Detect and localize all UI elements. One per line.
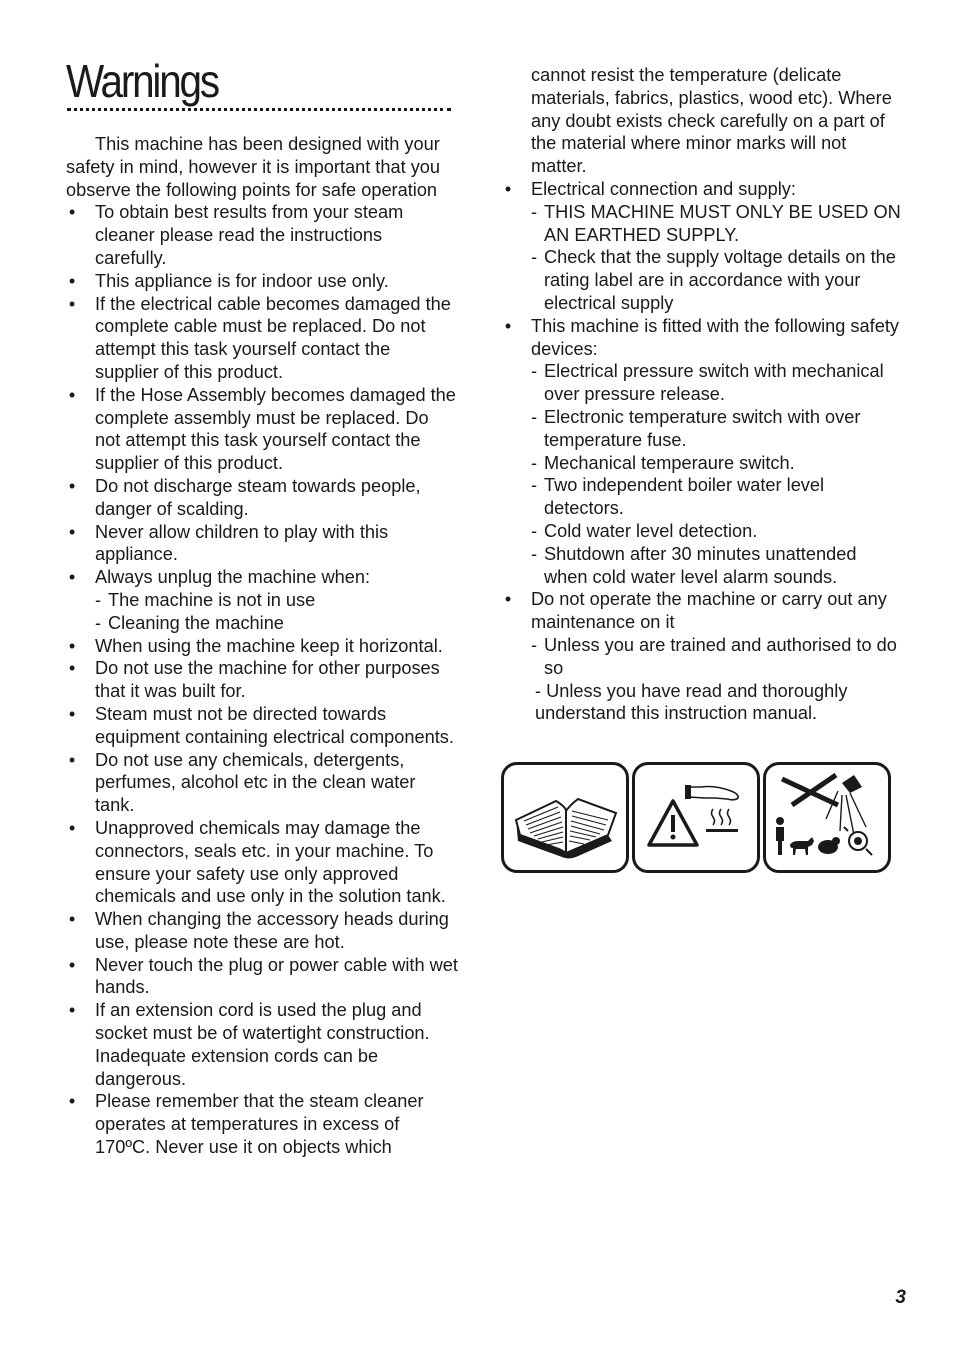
bullet: • <box>68 293 76 314</box>
list-item <box>66 475 458 521</box>
page-number: 3 <box>895 1287 906 1308</box>
item-text: To obtain best results from your steam cleaner please read the instructions carefully. <box>95 202 404 268</box>
sub-item <box>531 360 902 406</box>
dash: - <box>531 634 538 655</box>
dash: - <box>95 612 102 633</box>
page-title: Warnings <box>66 55 218 107</box>
list-item <box>66 703 458 749</box>
item-text: Do not discharge steam towards people, danger of scalding. <box>95 475 421 519</box>
right-column <box>502 64 902 725</box>
dash: - <box>531 543 538 564</box>
item-text: Never allow children to play with this appliance. <box>95 521 389 565</box>
item-text: When changing the accessory heads during use, please note these are hot. <box>95 909 449 952</box>
item-text: This machine is fitted with the following safety devices: <box>531 315 899 359</box>
sub-text: Shutdown after 30 minutes unattended when cold water level alarm sounds. <box>544 543 857 587</box>
warning-list <box>66 201 458 1158</box>
item-text: If an extension cord is used the plug and socket must be of watertight construction. Inadequate extension cords can be dangerous. <box>95 1000 430 1089</box>
bullet: • <box>504 589 512 610</box>
dash: - <box>531 406 538 427</box>
item-text: Do not operate the machine or carry out any maintenance on it <box>531 589 887 633</box>
list-item <box>66 201 458 269</box>
continued-text: cannot resist the temperature (delicate materials, fabrics, plastics, wood etc). Where any doubt exists check carefully on a part of the material where minor marks will not matter. <box>531 65 892 177</box>
item-text: Never touch the plug or power cable with wet hands. <box>95 954 458 998</box>
bullet: • <box>68 1091 76 1112</box>
list-item-safety-devices <box>502 315 902 589</box>
bullet: • <box>68 521 76 542</box>
sub-text: Unless you are trained and authorised to do so <box>544 634 897 678</box>
title-dotted-rule <box>67 108 451 111</box>
dash: - <box>531 201 538 222</box>
bullet: • <box>68 909 76 930</box>
item-text: Electrical connection and supply: <box>531 178 796 199</box>
list-item <box>66 384 458 475</box>
bullet: • <box>68 202 76 223</box>
bullet: • <box>68 567 76 588</box>
sub-item <box>531 520 902 543</box>
bullet: • <box>68 270 76 291</box>
sub-text: Cold water level detection. <box>544 520 758 541</box>
item-text: When using the machine keep it horizontal. <box>95 635 443 656</box>
no-steam-at-people-animals-icon <box>763 762 891 873</box>
dash: - <box>531 452 538 473</box>
sub-text: Check that the supply voltage details on the rating label are in accordance with your electrical supply <box>544 247 896 313</box>
list-item <box>66 817 458 908</box>
dash: - <box>531 475 538 496</box>
sub-item <box>95 589 458 612</box>
bullet: • <box>68 384 76 405</box>
list-item <box>66 270 458 293</box>
sub-item <box>531 246 902 314</box>
item-text: Do not use the machine for other purposes that it was built for. <box>95 658 440 702</box>
bullet: • <box>504 315 512 336</box>
list-item <box>66 954 458 1000</box>
list-item-electrical <box>502 178 902 315</box>
sub-item <box>531 474 902 520</box>
sub-item <box>95 612 458 635</box>
list-item-maintenance <box>502 588 902 725</box>
open-book-icon <box>501 762 629 873</box>
sub-text: Electronic temperature switch with over temperature fuse. <box>544 406 861 450</box>
item-text: If the Hose Assembly becomes damaged the complete assembly must be replaced. Do not attempt this task yourself contact the supplier of this product. <box>95 384 456 474</box>
warning-pictograms <box>501 762 891 874</box>
bullet: • <box>68 817 76 838</box>
bullet: • <box>68 635 76 656</box>
dash: - <box>531 520 538 541</box>
sub-text: Cleaning the machine <box>108 612 284 633</box>
bullet: • <box>68 475 76 496</box>
list-item <box>66 566 458 634</box>
bullet: • <box>68 749 76 770</box>
bullet: • <box>68 703 76 724</box>
dash: - <box>531 361 538 382</box>
hot-surface-warning-icon <box>632 762 760 873</box>
sub-item <box>531 406 902 452</box>
item-text: Please remember that the steam cleaner operates at temperatures in excess of 170ºC. Never use it on objects which <box>95 1091 424 1158</box>
sub-text: Electrical pressure switch with mechanical over pressure release. <box>544 361 884 405</box>
list-item <box>66 749 458 817</box>
list-item <box>66 521 458 567</box>
item-text: Steam must not be directed towards equipment containing electrical components. <box>95 703 454 747</box>
list-item <box>66 657 458 703</box>
list-item <box>66 293 458 384</box>
item-text: Do not use any chemicals, detergents, perfumes, alcohol etc in the clean water tank. <box>95 749 416 816</box>
list-item <box>66 635 458 658</box>
left-column <box>66 133 458 1159</box>
sub-text: Mechanical temperaure switch. <box>544 452 795 473</box>
dash: - <box>95 589 102 610</box>
dash: - <box>531 247 538 268</box>
list-item <box>66 1090 458 1158</box>
list-item <box>66 908 458 954</box>
sub-text: THIS MACHINE MUST ONLY BE USED ON AN EARTHED SUPPLY. <box>544 201 901 245</box>
sub-text: Two independent boiler water level detectors. <box>544 475 825 519</box>
item-text: Unapproved chemicals may damage the connectors, seals etc. in your machine. To ensure your safety use only approved chemicals and use only in the solution tank. <box>95 817 446 907</box>
sub-item-last: - Unless you have read and thoroughly understand this instruction manual. <box>535 680 848 724</box>
sub-item <box>531 543 902 589</box>
item-text: Always unplug the machine when: <box>95 567 370 588</box>
intro-paragraph: This machine has been designed with your safety in mind, however it is important that you observe the following points for safe operation <box>66 134 441 200</box>
sub-item <box>531 452 902 475</box>
list-item <box>66 999 458 1090</box>
item-text: This appliance is for indoor use only. <box>95 270 389 291</box>
bullet: • <box>68 1000 76 1021</box>
bullet: • <box>68 954 76 975</box>
sub-text: The machine is not in use <box>108 589 316 610</box>
sub-item <box>531 201 902 247</box>
bullet: • <box>68 658 76 679</box>
bullet: • <box>504 178 512 199</box>
sub-item <box>531 634 902 680</box>
item-text: If the electrical cable becomes damaged the complete cable must be replaced. Do not attempt this task yourself contact the supplier of this product. <box>95 293 451 382</box>
